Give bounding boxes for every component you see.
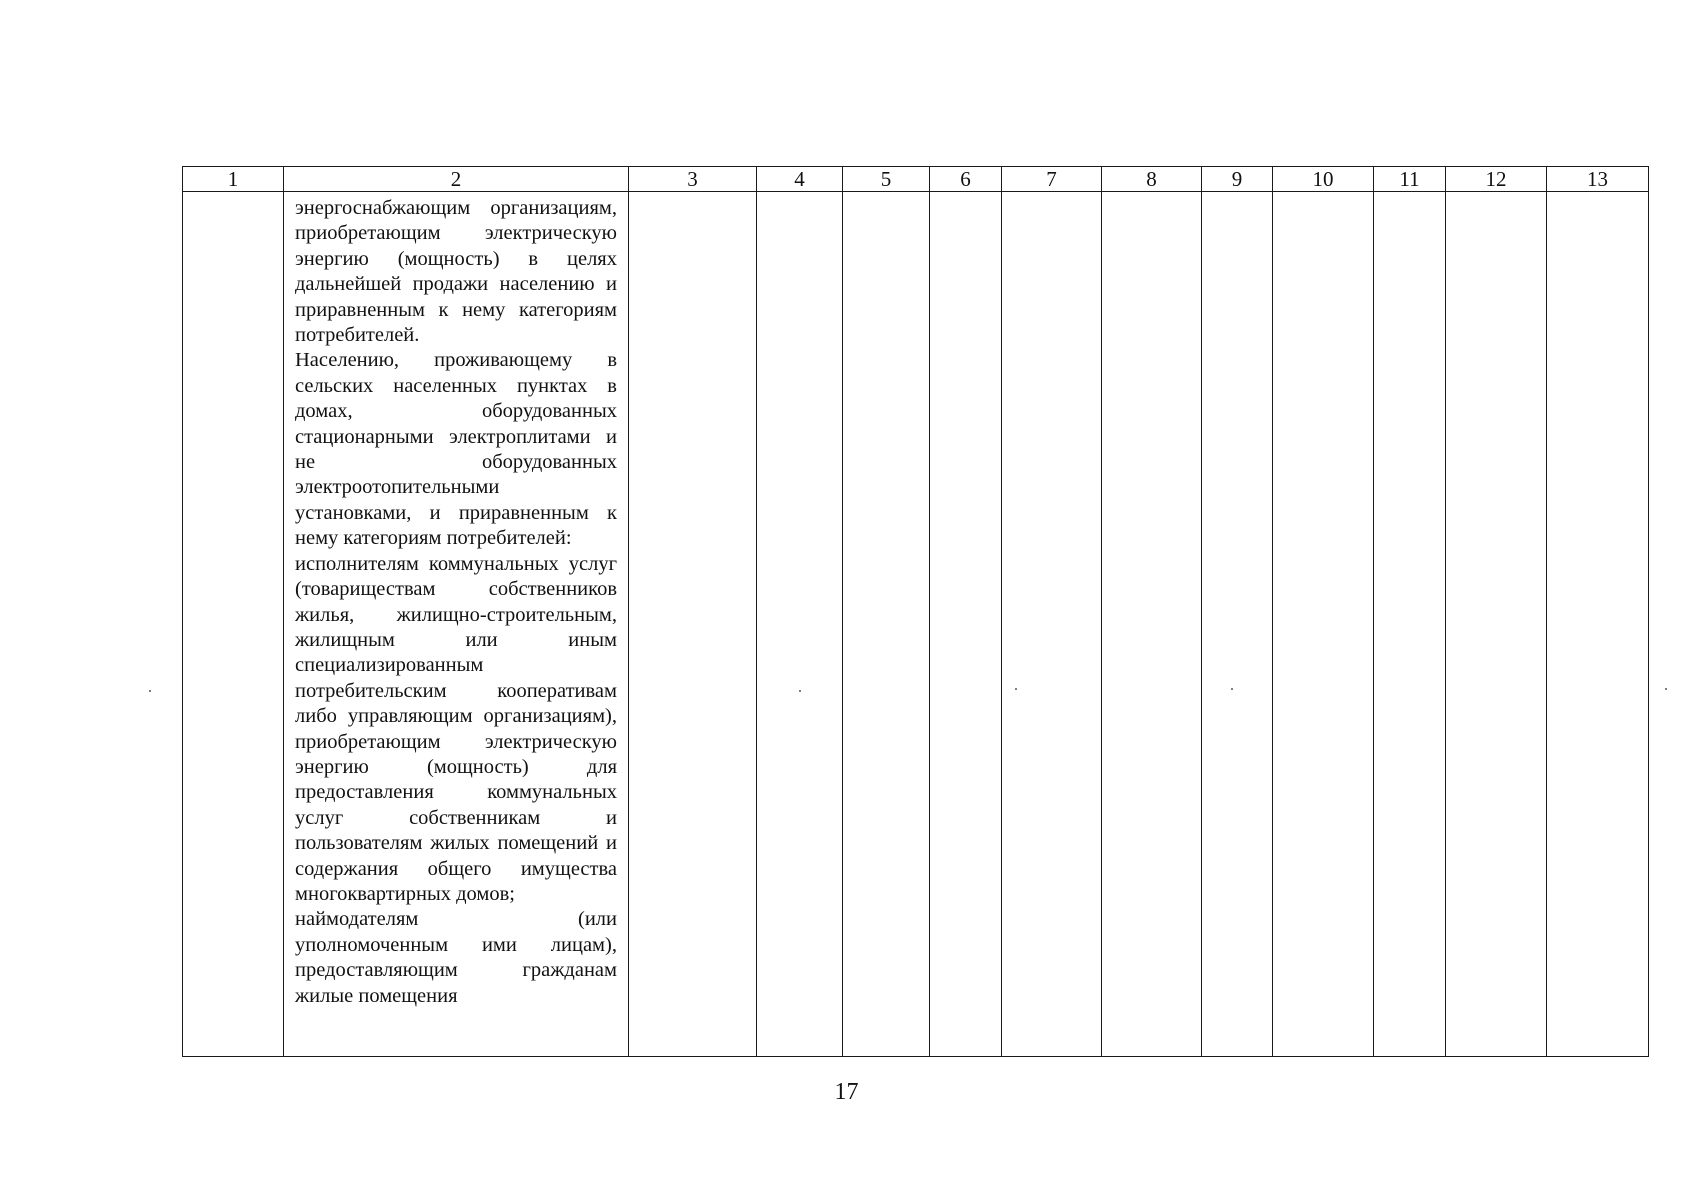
description-paragraph-1: энергоснабжающим организациям, приобретающим электрическую энергию (мощность) в целях дальнейшей продажи населению и приравненным к нему категориям потребителей. [295,197,617,347]
cell-col-10 [1273,192,1374,1057]
column-header-1: 1 [183,167,284,192]
cell-col-3 [629,192,757,1057]
scan-speck [1231,688,1233,690]
column-header-8: 8 [1102,167,1202,192]
cell-col-8 [1102,192,1202,1057]
description-paragraph-4: наймодателям (или уполномоченным ими лицам), предоставляющим гражданам жилые помещения [295,908,617,1007]
cell-col-13 [1547,192,1649,1057]
scan-speck [1015,688,1017,690]
column-header-10: 10 [1273,167,1374,192]
description-text [284,192,628,1009]
column-header-7: 7 [1002,167,1102,192]
column-number-row [183,167,1649,192]
page-number: 17 [834,1079,859,1105]
cell-col-4 [757,192,843,1057]
cell-col-7 [1002,192,1102,1057]
cell-col-9 [1202,192,1273,1057]
scan-speck [1665,688,1667,690]
column-header-6: 6 [930,167,1002,192]
scan-speck [149,690,151,692]
cell-col-12 [1446,192,1547,1057]
column-header-13: 13 [1547,167,1649,192]
cell-col-5 [843,192,930,1057]
cell-col-1 [183,192,284,1057]
column-header-2: 2 [284,167,629,192]
table-row [183,192,1649,1057]
cell-col-11 [1374,192,1446,1057]
cell-col-2-description [284,192,629,1057]
cell-col-6 [930,192,1002,1057]
tariff-table [182,166,1649,1057]
column-header-11: 11 [1374,167,1446,192]
scan-speck [799,690,801,692]
description-paragraph-3: исполнителям коммунальных услуг (товариществам собственников жилья, жилищно-строительным, жилищным или иным специализированным потребительским кооперативам либо управляющим организациям), приобретающим электрическую энергию (мощность) для предоставления коммунальных услуг собственникам и пользователям жилых помещений и содержания общего имущества многоквартирных домов; [295,552,617,905]
column-header-9: 9 [1202,167,1273,192]
column-header-12: 12 [1446,167,1547,192]
description-paragraph-2: Населению, проживающему в сельских населенных пунктах в домах, оборудованных стационарными электроплитами и не оборудованных электроотопительными установками, и приравненным к нему категориям потребителей: [295,349,617,550]
column-header-5: 5 [843,167,930,192]
column-header-4: 4 [757,167,843,192]
column-header-3: 3 [629,167,757,192]
